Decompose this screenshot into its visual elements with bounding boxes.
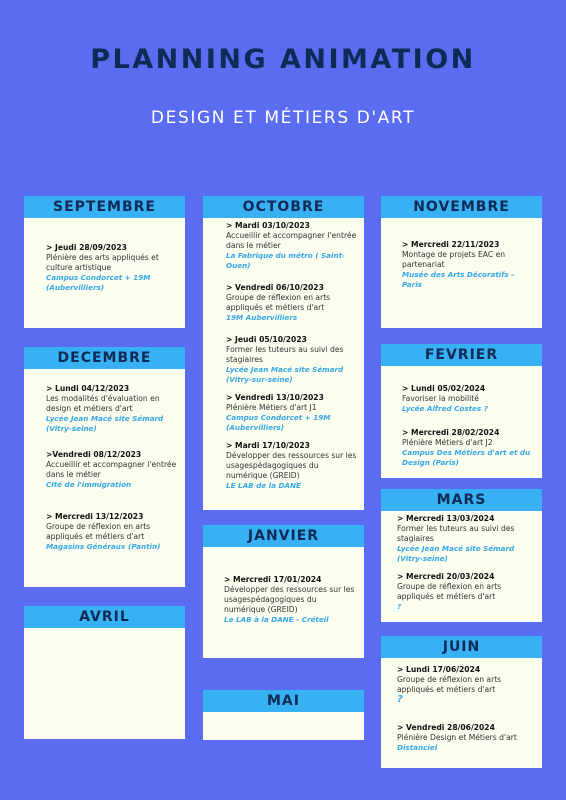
event-item — [46, 243, 180, 293]
events-decembre — [46, 384, 180, 568]
event-place: La Fabrique du métro ( Saint-Ouen) — [226, 251, 346, 270]
events-juin — [397, 665, 535, 769]
month-header-septembre: SEPTEMBRE — [24, 196, 185, 218]
event-date: > Mercredi 28/02/2024 — [402, 428, 500, 437]
event-item — [226, 393, 360, 433]
month-header-novembre: NOVEMBRE — [381, 196, 542, 218]
month-header-mai: MAI — [203, 690, 364, 712]
event-title: Groupe de réflexion en arts appliqués et métiers d'art — [46, 522, 151, 541]
event-place: Campus Condorcet + 19M (Aubervilliers) — [226, 413, 331, 432]
events-novembre — [402, 240, 536, 306]
event-date: > Jeudi 05/10/2023 — [226, 335, 307, 344]
event-item — [402, 240, 536, 290]
event-item — [46, 512, 180, 552]
event-item — [397, 514, 535, 564]
event-item — [226, 441, 360, 491]
event-title: Accueillir et accompagner l'entrée dans le métier — [46, 460, 177, 479]
event-item — [226, 335, 360, 385]
events-octobre — [226, 221, 360, 507]
event-place: Distanciel — [397, 743, 438, 752]
event-place: Lycée Jean Macé site Sémard (Vitry-sur-seine) — [226, 365, 344, 384]
month-header-fevrier: FEVRIER — [381, 344, 542, 366]
event-item — [397, 665, 535, 705]
events-fevrier — [402, 384, 536, 484]
event-date: > Mercredi 17/01/2024 — [224, 575, 322, 584]
event-item — [397, 723, 535, 753]
events-mars — [397, 514, 535, 628]
event-date: > Mardi 17/10/2023 — [226, 441, 310, 450]
event-title: Plénière Métiers d'art J2 — [402, 438, 493, 447]
event-item — [224, 575, 358, 625]
month-header-decembre: DECEMBRE — [24, 347, 185, 369]
event-date: > Vendredi 06/10/2023 — [226, 283, 324, 292]
event-place: Campus Des Métiers d'art et du Design (Paris) — [402, 448, 531, 467]
event-item — [46, 384, 180, 434]
page-subtitle: DESIGN ET MÉTIERS D'ART — [150, 108, 416, 128]
event-title: Groupe de réflexion en arts appliqués et métiers d'art — [397, 675, 502, 694]
event-place: Musée des Arts Décoratifs - Paris — [402, 270, 515, 289]
event-title: Plénière Métiers d'art J1 — [226, 403, 317, 412]
event-title: Favoriser la mobilité — [402, 394, 479, 403]
month-header-janvier: JANVIER — [203, 525, 364, 547]
event-date: > Vendredi 13/10/2023 — [226, 393, 324, 402]
event-title: Former les tuteurs au suivi des stagiaires — [397, 524, 515, 543]
event-title: Groupe de réflexion en arts appliqués et métiers d'art — [397, 582, 502, 601]
event-item — [46, 450, 180, 490]
event-title: Accueillir et accompagner l'entrée dans le métier — [226, 231, 357, 250]
event-item — [226, 283, 360, 323]
event-date: >Vendredi 08/12/2023 — [46, 450, 142, 459]
event-date: > Jeudi 28/09/2023 — [46, 243, 127, 252]
event-date: > Mercredi 22/11/2023 — [402, 240, 500, 249]
event-date: > Mercredi 13/03/2024 — [397, 514, 495, 523]
month-header-mars: MARS — [381, 489, 542, 511]
event-place: Le LAB à la DANE - Créteil — [224, 615, 329, 624]
event-item — [402, 384, 536, 414]
event-title: Plénière des arts appliqués et culture artistique — [46, 253, 159, 272]
event-title: Groupe de réflexion en arts appliqués et métiers d'art — [226, 293, 331, 312]
event-title: Montage de projets EAC en partenariat — [402, 250, 506, 269]
event-place: 19M Aubervilliers — [226, 313, 298, 322]
month-header-avril: AVRIL — [24, 606, 185, 628]
event-title: Développer des ressources sur les usagespédagogiques du numérique (GREID) — [224, 585, 355, 614]
event-place: Cité de l'immigration — [46, 480, 132, 489]
event-place: ? — [397, 694, 403, 705]
event-place: Lycée Alfred Costes ? — [402, 404, 488, 413]
event-date: > Lundi 04/12/2023 — [46, 384, 130, 393]
event-date: > Mercredi 13/12/2023 — [46, 512, 144, 521]
month-header-juin: JUIN — [381, 636, 542, 658]
event-title: Plénière Design et Métiers d'art — [397, 733, 517, 742]
event-place: ? — [397, 602, 402, 611]
event-item — [226, 221, 360, 271]
event-title: Les modalités d'évaluation en design et métiers d'art — [46, 394, 160, 413]
event-place: Lycée Jean Macé site Sémard (Vitry-seine) — [46, 414, 164, 433]
month-header-octobre: OCTOBRE — [203, 196, 364, 218]
event-place: Lycée Jean Macé site Sémard (Vitry-seine) — [397, 544, 515, 563]
page-title: PLANNING ANIMATION — [90, 44, 476, 75]
event-title: Développer des ressources sur les usagespédagogiques du numérique (GREID) — [226, 451, 357, 480]
event-title: Former les tuteurs au suivi des stagiaires — [226, 345, 344, 364]
event-item — [402, 428, 536, 468]
event-date: > Mardi 03/10/2023 — [226, 221, 310, 230]
event-date: > Lundi 05/02/2024 — [402, 384, 486, 393]
event-item — [397, 572, 535, 612]
event-place: LE LAB de la DANE — [226, 481, 301, 490]
event-date: > Vendredi 28/06/2024 — [397, 723, 495, 732]
event-place: Magasins Généraux (Pantin) — [46, 542, 161, 551]
event-date: > Lundi 17/06/2024 — [397, 665, 481, 674]
event-date: > Mercredi 20/03/2024 — [397, 572, 495, 581]
events-septembre — [46, 243, 180, 309]
events-janvier — [224, 575, 358, 641]
event-place: Campus Condorcet + 19M (Aubervilliers) — [46, 273, 151, 292]
